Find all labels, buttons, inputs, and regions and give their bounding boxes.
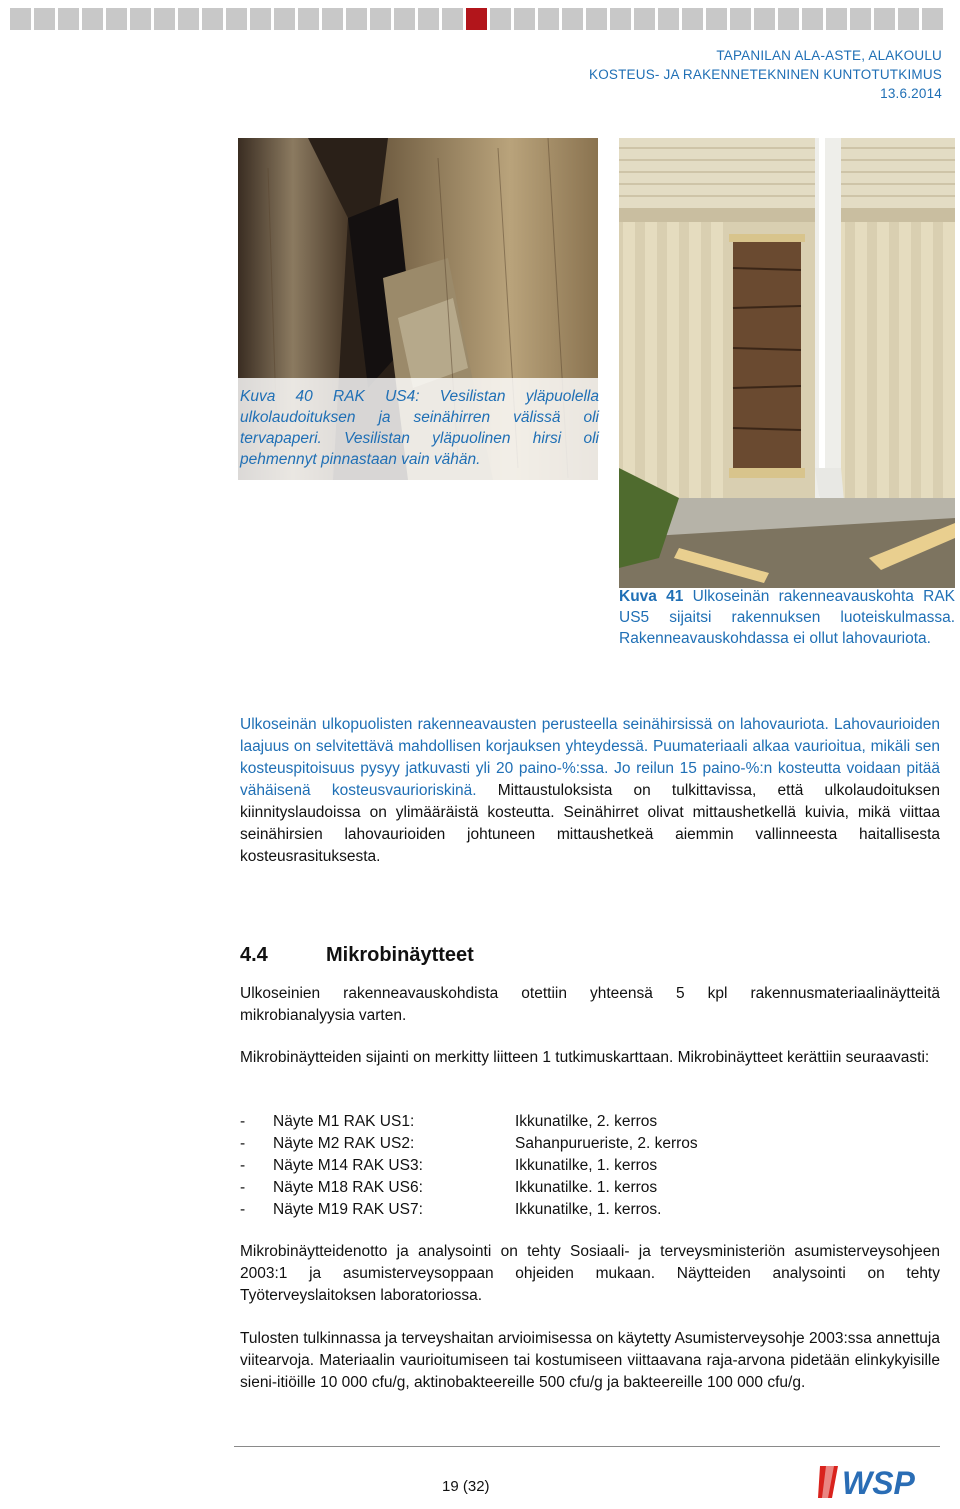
header-swatch (10, 8, 31, 30)
caption-kuva-40: Kuva 40 RAK US4: Vesilistan yläpuolella ulkolaudoituksen ja seinähirren välissä oli tervapaperi. Vesilistan yläpuolinen hirsi oli pehmennyt pinnastaan vain vähän. (240, 388, 599, 468)
header-swatch (922, 8, 943, 30)
section-number: 4.4 (240, 944, 268, 966)
paragraph-tulkinta: Tulosten tulkinnassa ja terveyshaitan arvioimisessa on käytetty Asumisterveysohje 2003:ssa annettuja viitearvoja. Materiaalin vaurioitumiseen tai kostumiseen viittaavana raja-arvona pidetään elinkykyisille sieni-itiöille 10 000 cfu/g, aktinobakteereille 500 cfu/g ja bakteereille 100 000 cfu/g. (240, 1330, 940, 1391)
paragraph-naytteet: Ulkoseinien rakenneavauskohdista otettiin yhteensä 5 kpl rakennusmateriaalinäytteitä mikrobianalyysia varten. (240, 985, 940, 1024)
header-swatch (370, 8, 391, 30)
header-swatch (874, 8, 895, 30)
sample-id: Näyte M14 RAK US3: (273, 1157, 423, 1174)
header-swatch (466, 8, 487, 30)
paragraph-lahovauriot-part2: Mittaustuloksista on tulkittavissa, että ulkolaudoituksen kiinnityslaudoissa on ylimääräistä kosteutta. Seinähirret olivat mittaushetkellä kuivia, mikä viittaa seinähirsien lahovaurioiden johtuneen mittaushetkeä aiemmin vallinneesta haitallisesta kosteusrasituksesta. (240, 782, 941, 865)
header-swatch (802, 8, 823, 30)
header-swatch (562, 8, 583, 30)
header-swatch (58, 8, 79, 30)
header-swatch (34, 8, 55, 30)
page-number: 19 (32) (442, 1478, 490, 1495)
list-item (240, 1177, 698, 1199)
document-header (589, 46, 942, 103)
header-swatch (658, 8, 679, 30)
header-swatch (130, 8, 151, 30)
header-swatch (898, 8, 919, 30)
header-date: 13.6.2014 (880, 86, 942, 101)
list-item (240, 1111, 698, 1133)
paragraph-sijainti: Mikrobinäytteiden sijainti on merkitty liitteen 1 tutkimuskarttaan. Mikrobinäytteet kerättiin seuraavasti: (240, 1049, 930, 1066)
header-swatch (250, 8, 271, 30)
header-swatch (706, 8, 727, 30)
sample-id: Näyte M2 RAK US2: (273, 1135, 415, 1152)
header-swatch (490, 8, 511, 30)
list-dash: - (240, 1157, 246, 1174)
caption-kuva-41 (619, 586, 955, 649)
list-item (240, 1133, 698, 1155)
footer-divider (234, 1446, 940, 1447)
list-dash: - (240, 1135, 246, 1152)
header-swatch (586, 8, 607, 30)
header-report-title: KOSTEUS- JA RAKENNETEKNINEN KUNTOTUTKIMUS (589, 67, 942, 82)
header-swatch (850, 8, 871, 30)
header-swatch (274, 8, 295, 30)
sample-location: Ikkunatilke. 1. kerros (515, 1179, 658, 1196)
caption-kuva-41-text: Ulkoseinän rakenneavauskohta RAK US5 sijaitsi rakennuksen luoteiskulmassa. Rakenneavauskohdassa ei ollut lahovauriota. (619, 588, 955, 647)
photo-kuva-41 (619, 138, 955, 588)
list-dash: - (240, 1179, 246, 1196)
sample-location: Sahanpurueriste, 2. kerros (515, 1135, 698, 1152)
sample-list (240, 1111, 698, 1221)
header-swatch (226, 8, 247, 30)
sample-location: Ikkunatilke, 1. kerros. (515, 1201, 662, 1218)
header-swatch (754, 8, 775, 30)
header-swatch (106, 8, 127, 30)
header-swatch (514, 8, 535, 30)
header-color-swatches (10, 8, 946, 30)
header-swatch (826, 8, 847, 30)
header-swatch (610, 8, 631, 30)
wsp-logo (818, 1462, 942, 1502)
list-dash: - (240, 1201, 246, 1218)
header-swatch (682, 8, 703, 30)
paragraph-lahovauriot-part1: Ulkoseinän ulkopuolisten rakenneavausten perusteella seinähirsissä on lahovauriota. Lahovaurioiden laajuus on selvitettävä mahdollisen korjauksen yhteydessä. Puumateriaali alkaa vaurioitua, mikäli sen kosteuspitoisuus pysyy jatkuvasti yli 20 paino-%:ssa. Jo reilun 15 paino-%:n kosteutta voidaan pitää vähäisenä kosteusvaurioriskinä. (240, 716, 940, 799)
header-swatch (82, 8, 103, 30)
header-swatch (202, 8, 223, 30)
header-swatch (634, 8, 655, 30)
list-dash: - (240, 1113, 246, 1130)
header-swatch (730, 8, 751, 30)
svg-text:WSP: WSP (842, 1465, 915, 1501)
sample-id: Näyte M19 RAK US7: (273, 1201, 423, 1218)
header-swatch (322, 8, 343, 30)
section-heading (240, 944, 474, 967)
section-title: Mikrobinäytteet (326, 944, 474, 966)
header-project-name: TAPANILAN ALA-ASTE, ALAKOULU (716, 48, 942, 63)
header-swatch (538, 8, 559, 30)
caption-kuva-41-label: Kuva 41 (619, 588, 684, 605)
header-swatch (298, 8, 319, 30)
header-swatch (442, 8, 463, 30)
list-item (240, 1199, 698, 1221)
sample-id: Näyte M18 RAK US6: (273, 1179, 423, 1196)
list-item (240, 1155, 698, 1177)
header-swatch (778, 8, 799, 30)
sample-id: Näyte M1 RAK US1: (273, 1113, 415, 1130)
sample-location: Ikkunatilke, 2. kerros (515, 1113, 658, 1130)
header-swatch (154, 8, 175, 30)
header-swatch (394, 8, 415, 30)
sample-location: Ikkunatilke, 1. kerros (515, 1157, 658, 1174)
header-swatch (178, 8, 199, 30)
paragraph-analysointi: Mikrobinäytteidenotto ja analysointi on tehty Sosiaali- ja terveysministeriön asumisterveysohjeen 2003:1 ja asumisterveysoppaan ohjeiden mukaan. Näytteiden analysointi on tehty Työterveyslaitoksen laboratoriossa. (240, 1243, 940, 1304)
paragraph-lahovauriot (240, 714, 940, 868)
header-swatch (346, 8, 367, 30)
header-swatch (418, 8, 439, 30)
